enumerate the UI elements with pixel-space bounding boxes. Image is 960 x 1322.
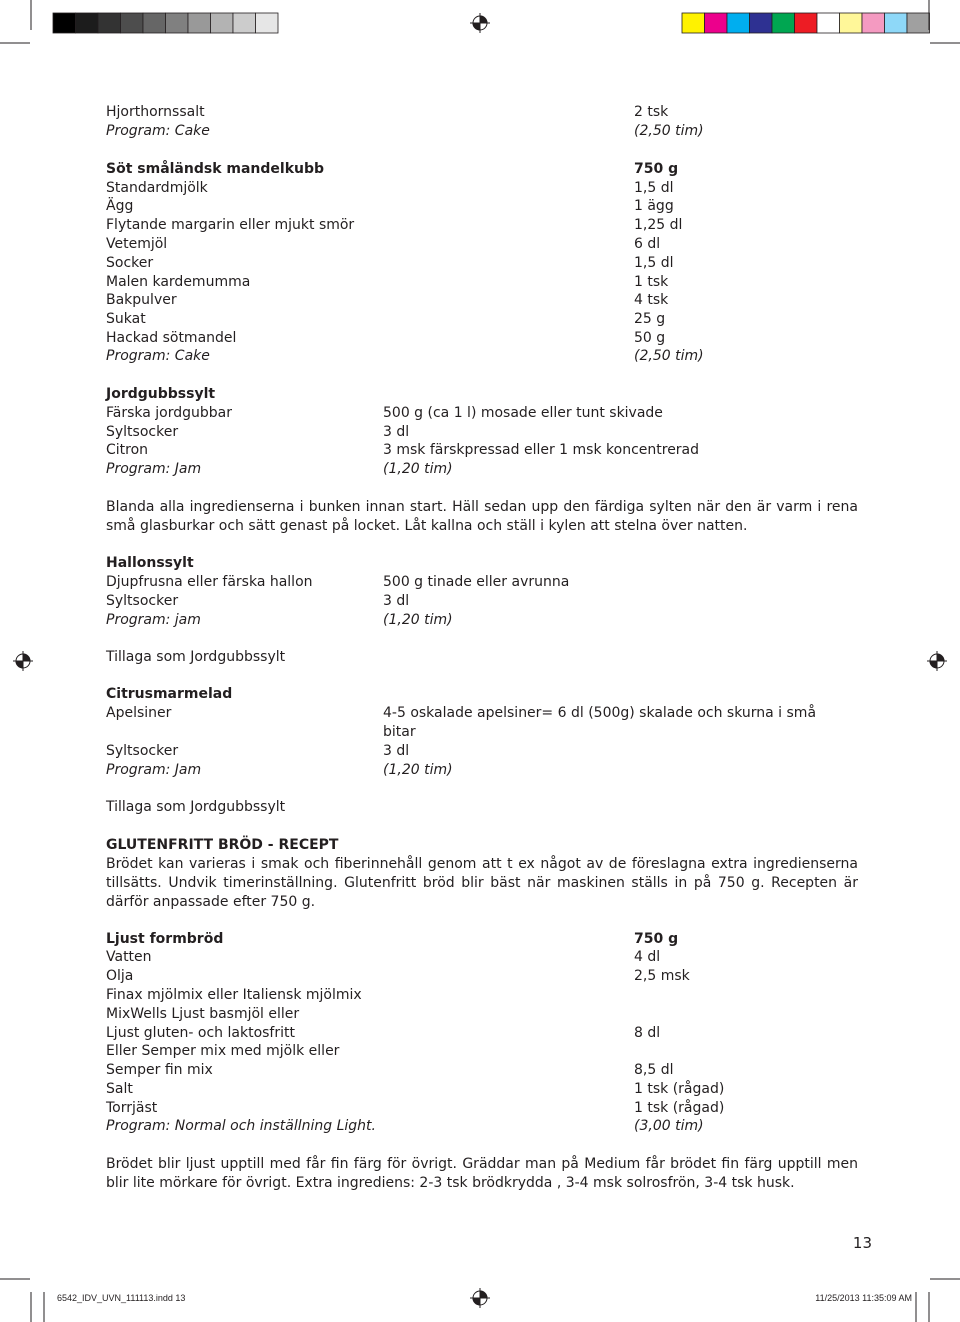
grayscale-color-bar bbox=[53, 13, 278, 33]
ingredient-amount: 50 g bbox=[634, 330, 666, 346]
color-patch bbox=[76, 13, 99, 33]
ingredient-amount: 8 dl bbox=[634, 1025, 661, 1041]
color-patch bbox=[750, 13, 773, 33]
ingredient-name: Hjorthornssalt bbox=[106, 104, 205, 120]
program-time: (2,50 tim) bbox=[634, 348, 704, 364]
color-patch bbox=[772, 13, 795, 33]
ingredient-amount: 25 g bbox=[634, 311, 666, 327]
ingredient-name: Syltsocker bbox=[106, 743, 179, 759]
ingredient-amount: 1 ägg bbox=[634, 198, 674, 214]
color-patch bbox=[98, 13, 121, 33]
intro-paragraph: Brödet kan varieras i smak och fiberinnehåll genom att t ex något av de föreslagna extra ingredienserna tillsätts. Undvik timerinställning. Glutenfritt bröd blir bäst när maskinen ställs in på 750 g. Recepten är därför anpassade efter 750 g. bbox=[106, 856, 858, 910]
color-patch bbox=[143, 13, 166, 33]
color-patch bbox=[121, 13, 144, 33]
ingredient-amount: 1 tsk (rågad) bbox=[634, 1100, 725, 1116]
instructions-paragraph: Blanda alla ingredienserna i bunken innan start. Häll sedan upp den färdiga sylten när den är varm i rena små glasburkar och sätt genast på locket. Låt kallna och ställ i kylen att stelna över natten. bbox=[106, 499, 858, 534]
ingredient-name: Djupfrusna eller färska hallon bbox=[106, 574, 313, 590]
ingredient-name: Vatten bbox=[106, 949, 152, 965]
color-patch bbox=[682, 13, 705, 33]
program-time: (1,20 tim) bbox=[383, 762, 453, 778]
recipe-title-formbrod: Ljust formbröd bbox=[106, 931, 224, 947]
recipe-title-citrusmarmelad: Citrusmarmelad bbox=[106, 686, 233, 702]
ingredient-amount: 8,5 dl bbox=[634, 1062, 674, 1078]
ingredient-name: Syltsocker bbox=[106, 593, 179, 609]
ingredient-name: MixWells Ljust basmjöl eller bbox=[106, 1006, 300, 1022]
program-time: (1,20 tim) bbox=[383, 612, 453, 628]
recipe-title-jordgubbssylt: Jordgubbssylt bbox=[106, 386, 216, 402]
color-patch bbox=[53, 13, 76, 33]
recipe-size: 750 g bbox=[634, 931, 679, 947]
ingredient-name: Eller Semper mix med mjölk eller bbox=[106, 1043, 340, 1059]
slug-timestamp: 11/25/2013 11:35:09 AM bbox=[815, 1293, 912, 1303]
ingredient-name: Vetemjöl bbox=[106, 236, 168, 252]
ingredient-name: Apelsiner bbox=[106, 705, 172, 721]
ingredient-amount: 1,5 dl bbox=[634, 255, 674, 271]
ingredient-amount: 4-5 oskalade apelsiner= 6 dl (500g) skalade och skurna i små bbox=[383, 705, 817, 721]
ingredient-amount: 4 tsk bbox=[634, 292, 669, 308]
registration-mark-left bbox=[13, 651, 33, 671]
program-label: Program: Normal och inställning Light. bbox=[106, 1118, 376, 1134]
ingredient-name: Semper fin mix bbox=[106, 1062, 213, 1078]
ingredient-amount: 3 dl bbox=[383, 743, 410, 759]
recipe-title-mandelkubb: Söt småländsk mandelkubb bbox=[106, 161, 325, 177]
ingredient-name: Finax mjölmix eller Italiensk mjölmix bbox=[106, 987, 362, 1003]
color-patch bbox=[256, 13, 279, 33]
ingredient-name: Salt bbox=[106, 1081, 133, 1097]
color-patch bbox=[211, 13, 234, 33]
program-time: (1,20 tim) bbox=[383, 461, 453, 477]
color-patch bbox=[862, 13, 885, 33]
slug-file-info: 6542_IDV_UVN_111113.indd 13 bbox=[57, 1293, 186, 1303]
registration-mark-top bbox=[470, 13, 490, 33]
registration-mark-bottom bbox=[470, 1288, 490, 1308]
ingredient-name: Flytande margarin eller mjukt smör bbox=[106, 217, 355, 233]
ingredient-amount: 500 g (ca 1 l) mosade eller tunt skivade bbox=[383, 405, 663, 421]
ingredient-name: Malen kardemumma bbox=[106, 274, 251, 290]
ingredient-name: Syltsocker bbox=[106, 424, 179, 440]
ingredient-name: Ägg bbox=[106, 198, 134, 214]
ingredient-name: Sukat bbox=[106, 311, 146, 327]
ingredient-name: Socker bbox=[106, 255, 154, 271]
ingredient-amount: 1,5 dl bbox=[634, 180, 674, 196]
ingredient-amount: 2 tsk bbox=[634, 104, 669, 120]
section-heading: GLUTENFRITT BRÖD - RECEPT bbox=[106, 837, 339, 853]
program-label: Program: Jam bbox=[106, 461, 202, 477]
color-patch bbox=[885, 13, 908, 33]
color-patch bbox=[166, 13, 189, 33]
recipe-note: Tillaga som Jordgubbssylt bbox=[106, 799, 286, 815]
ingredient-name: Citron bbox=[106, 442, 149, 458]
color-patch bbox=[727, 13, 750, 33]
ingredient-amount: 2,5 msk bbox=[634, 968, 690, 984]
ingredient-name: Torrjäst bbox=[106, 1100, 158, 1116]
program-label: Program: Cake bbox=[106, 348, 210, 364]
recipe-title-hallonssylt: Hallonssylt bbox=[106, 555, 194, 571]
color-patch bbox=[907, 13, 930, 33]
ingredient-amount: 3 dl bbox=[383, 424, 410, 440]
recipe-size: 750 g bbox=[634, 161, 679, 177]
ingredient-amount: 4 dl bbox=[634, 949, 661, 965]
ingredient-amount: 6 dl bbox=[634, 236, 661, 252]
ingredient-amount: 500 g tinade eller avrunna bbox=[383, 574, 570, 590]
ingredient-amount: 3 msk färskpressad eller 1 msk koncentrerad bbox=[383, 442, 700, 458]
page-number: 13 bbox=[852, 1234, 872, 1252]
ingredient-name: Ljust gluten- och laktosfritt bbox=[106, 1025, 295, 1041]
ingredient-name: Bakpulver bbox=[106, 292, 177, 308]
ingredient-name: Olja bbox=[106, 968, 134, 984]
process-color-bar bbox=[682, 13, 930, 33]
program-time: (3,00 tim) bbox=[634, 1118, 704, 1134]
ingredient-amount: 1,25 dl bbox=[634, 217, 683, 233]
program-time: (2,50 tim) bbox=[634, 123, 704, 139]
color-patch bbox=[840, 13, 863, 33]
registration-mark-right bbox=[927, 651, 947, 671]
color-patch bbox=[233, 13, 256, 33]
color-patch bbox=[705, 13, 728, 33]
ingredient-amount-continued: bitar bbox=[383, 724, 416, 740]
program-label: Program: jam bbox=[106, 612, 201, 628]
ingredient-amount: 3 dl bbox=[383, 593, 410, 609]
color-patch bbox=[817, 13, 840, 33]
color-patch bbox=[795, 13, 818, 33]
program-label: Program: Jam bbox=[106, 762, 202, 778]
ingredient-name: Hackad sötmandel bbox=[106, 330, 237, 346]
ingredient-name: Standardmjölk bbox=[106, 180, 208, 196]
program-label: Program: Cake bbox=[106, 123, 210, 139]
ingredient-amount: 1 tsk (rågad) bbox=[634, 1081, 725, 1097]
ingredient-amount: 1 tsk bbox=[634, 274, 669, 290]
outro-paragraph: Brödet blir ljust upptill med får fin färg för övrigt. Gräddar man på Medium får brödet fin färg upptill men blir lite mörkare för övrigt. Extra ingrediens: 2-3 tsk brödkrydda , 3-4 msk solrosfrön, 3-4 tsk husk. bbox=[106, 1156, 858, 1191]
color-patch bbox=[188, 13, 211, 33]
recipe-note: Tillaga som Jordgubbssylt bbox=[106, 649, 286, 665]
ingredient-name: Färska jordgubbar bbox=[106, 405, 233, 421]
